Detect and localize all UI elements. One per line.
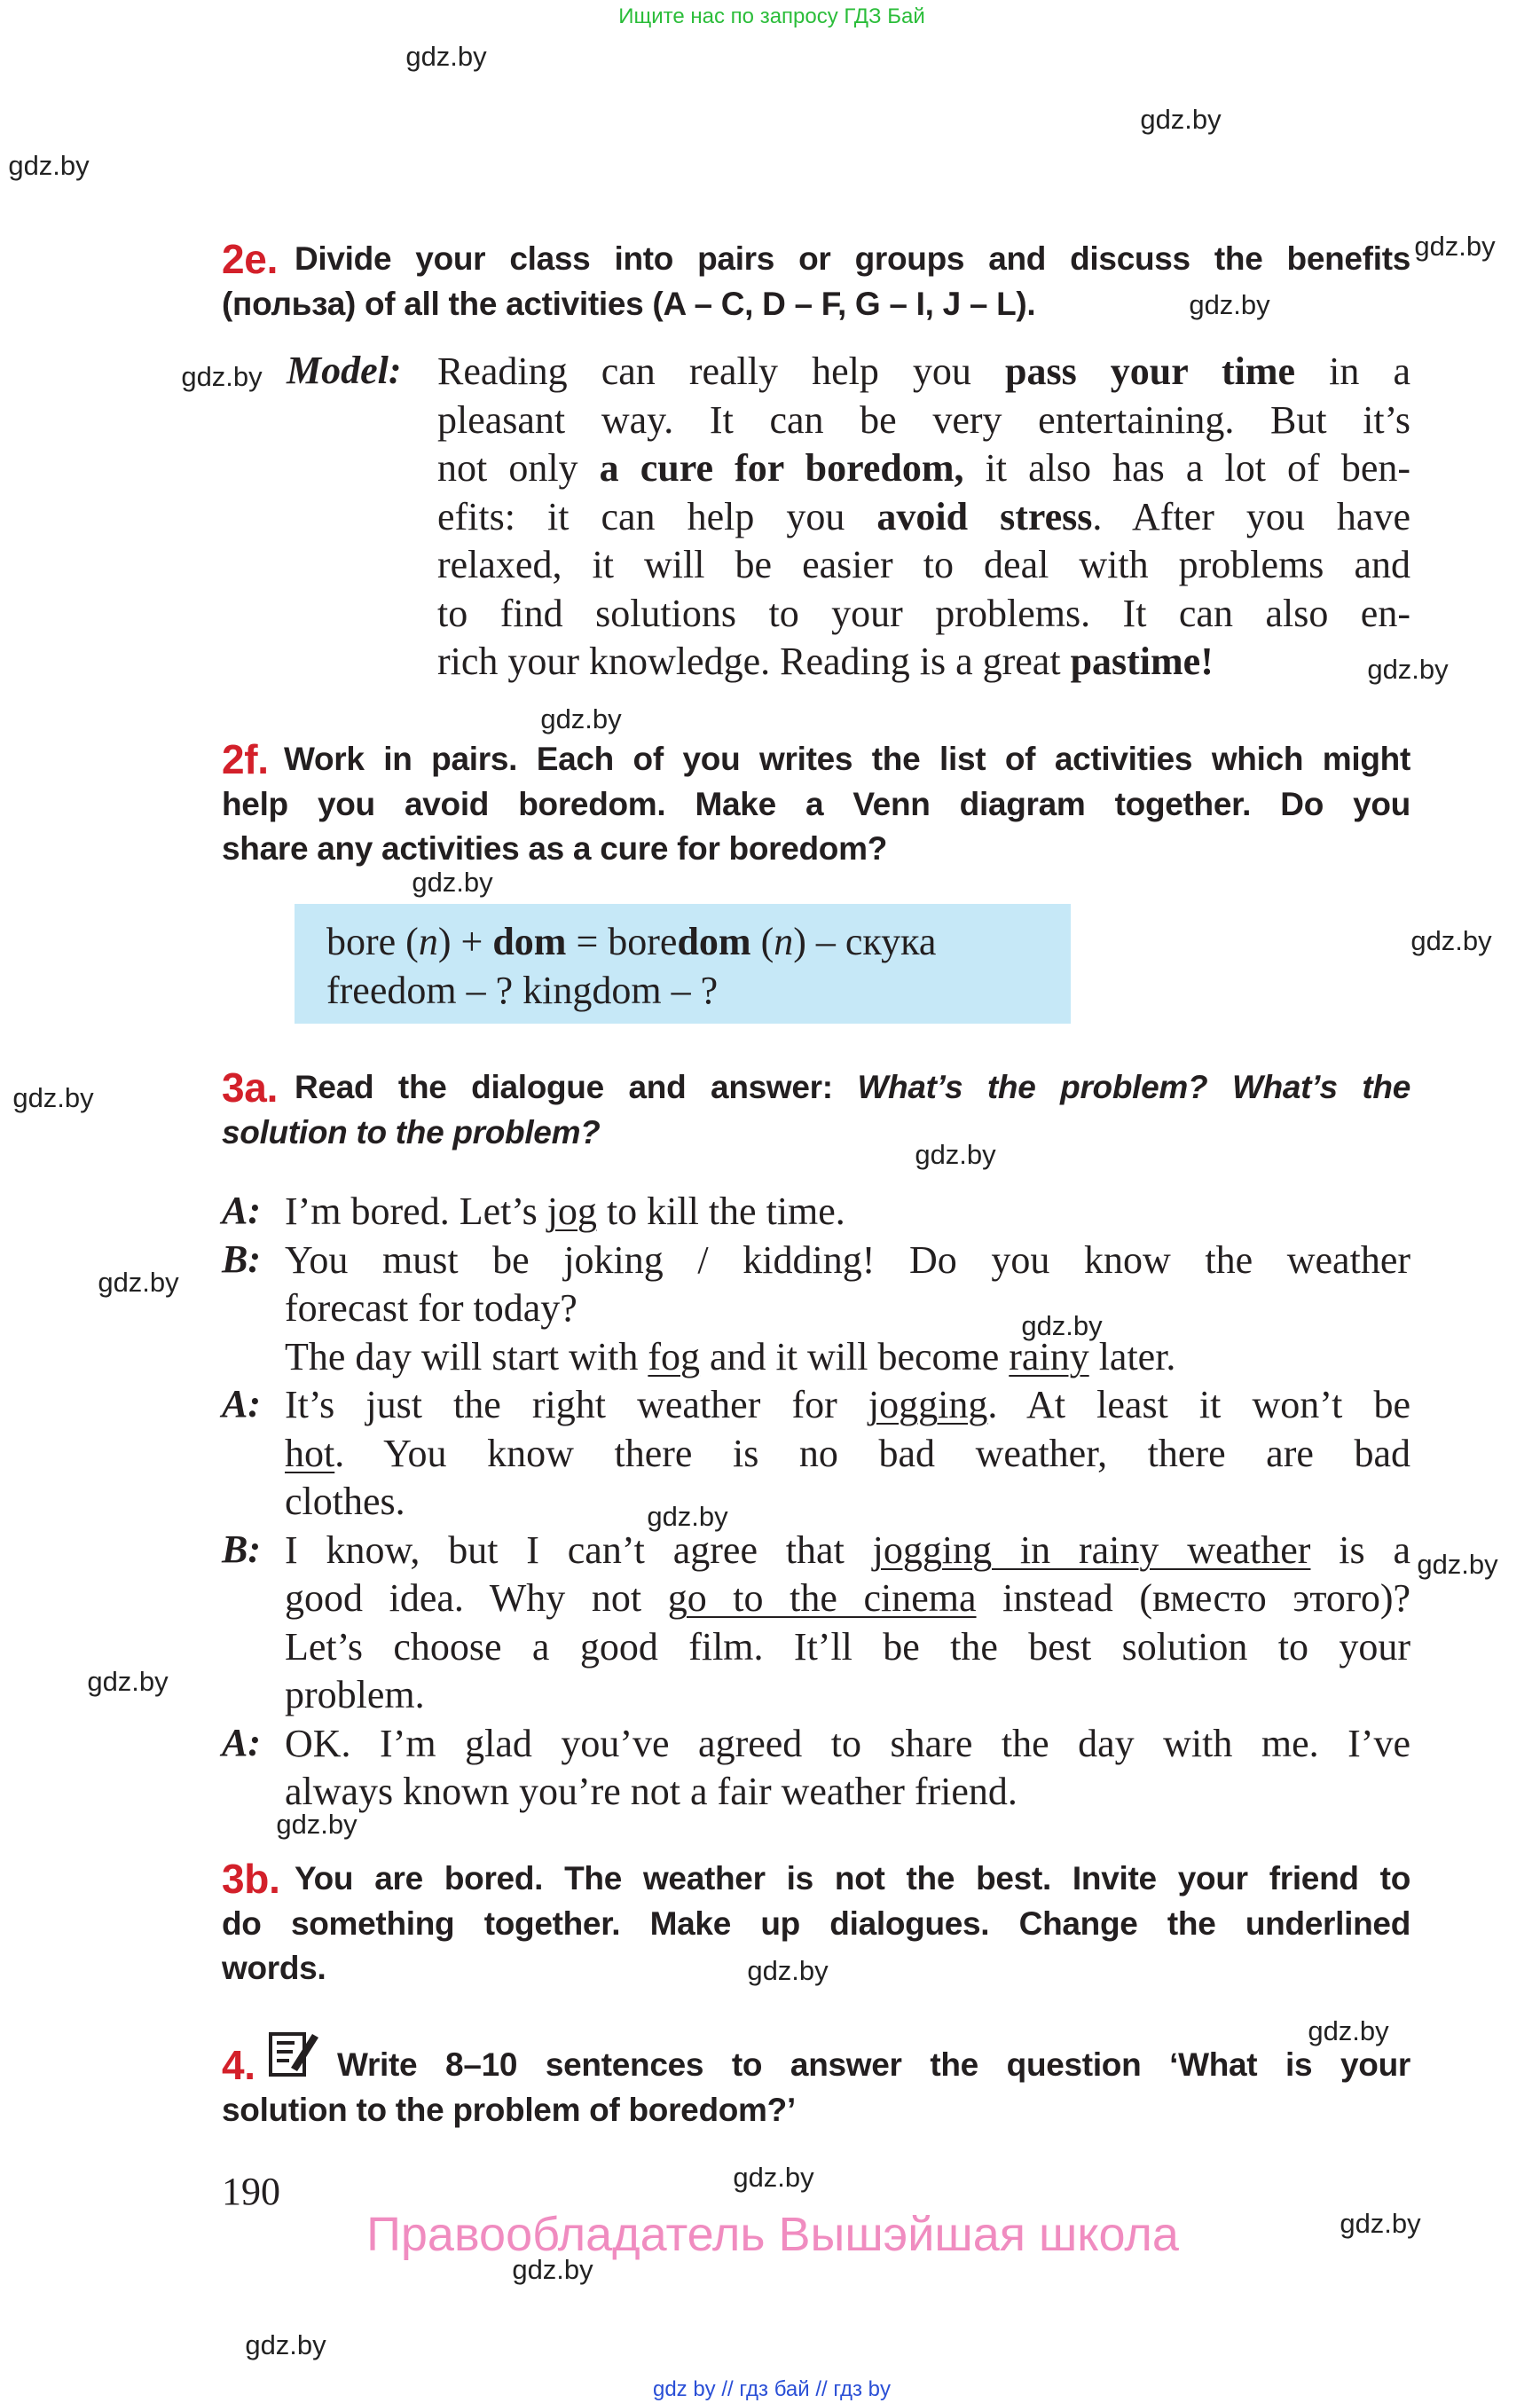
exercise-number: 2f. [222,736,269,782]
text-line [222,1857,1410,1902]
model-label: Model: [287,349,402,392]
text-line [222,2043,1410,2088]
watermark: gdz.by [1417,1549,1498,1580]
text-line [222,237,1410,282]
text-segment: later. [1088,1334,1176,1378]
text-line [285,1671,1410,1720]
watermark: gdz.by [181,361,263,392]
speaker-label: B: [222,1527,261,1571]
text-segment: not only [437,446,600,490]
text-segment: Let’s choose a good film. It’ll be the best solution to your [285,1624,1410,1669]
text-segment: good idea. Why not [285,1576,668,1620]
text-segment: bore ( [326,920,419,963]
speaker-label: A: [222,1189,261,1232]
text-segment: to kill the time. [596,1190,845,1233]
watermark: gdz.by [276,1809,358,1840]
text-segment: . After you have [1092,494,1410,538]
text-line [285,1430,1410,1479]
text-segment: Reading can really help you [437,349,1005,393]
watermark: gdz.by [8,150,90,181]
watermark: gdz.by [1308,2015,1389,2046]
text-segment: solution to the problem? [222,1113,601,1150]
text-line [285,1333,1410,1382]
text-segment: words. [222,1950,326,1986]
bold-phrase: dom [492,920,567,963]
text-segment: it also has a lot of ben- [963,446,1410,490]
model-text [437,348,1410,687]
text-line [285,1188,1410,1237]
text-line [222,1065,1410,1111]
bold-phrase: avoid stress [876,494,1093,538]
watermark: gdz.by [405,41,487,72]
text-line [326,967,1054,1016]
word-formation-text [326,918,1054,1015]
text-line [222,737,1410,782]
text-segment: problem. [285,1673,425,1716]
dialogue-text [285,1188,1410,1817]
top-banner[interactable]: Ищите нас по запросу ГДЗ Бай [618,4,925,28]
text-line [285,1623,1410,1672]
underlined-phrase: go to the cinema [667,1576,977,1620]
exercise-text [222,2043,1410,2132]
watermark: gdz.by [540,703,622,734]
text-segment: share any activities as a cure for boredom? [222,830,888,867]
watermark: gdz.by [245,2329,326,2360]
watermark: gdz.by [1414,231,1496,262]
exercise-4 [222,2043,1410,2132]
text-line [222,2088,1410,2133]
text-segment: n [774,920,794,963]
text-line [222,782,1410,828]
text-segment: clothes. [285,1480,405,1523]
text-segment: = bore [566,920,678,963]
text-segment: You are bored. The weather is not the best. Invite your friend to [295,1860,1410,1896]
text-line [222,1111,1410,1156]
text-segment: What’s the problem? What’s the [857,1069,1410,1105]
text-line [437,397,1410,445]
text-segment: efits: it can help you [437,494,877,538]
speaker-label: A: [222,1720,261,1764]
text-segment: instead (вместо этого)? [976,1576,1410,1620]
text-segment: and it will become [700,1334,1010,1378]
text-line [437,541,1410,590]
bold-phrase: dom [677,920,751,963]
text-segment: forecast for today? [285,1286,578,1330]
text-line [222,1902,1410,1947]
text-segment: The day will start with [285,1334,648,1378]
page-number: 190 [222,2170,280,2213]
text-segment: I know, but I can’t agree that [285,1527,873,1572]
exercise-number: 4. [222,2042,255,2088]
text-line [285,1575,1410,1623]
watermark: gdz.by [1410,925,1492,956]
text-segment: rich your knowledge. Reading is a great [437,640,1071,683]
watermark: gdz.by [512,2254,593,2285]
watermark: gdz.by [915,1139,996,1170]
text-line [222,827,1410,872]
text-segment: It’s just the right weather for [285,1383,868,1426]
watermark: gdz.by [87,1666,169,1697]
bold-phrase: a cure for boredom, [599,446,964,490]
underlined-phrase: rainy [1009,1334,1089,1378]
text-line [326,918,1054,967]
text-line [285,1527,1410,1575]
writing-task-icon [268,2029,325,2078]
text-segment: to find solutions to your problems. It can also en- [437,591,1410,635]
text-line [437,590,1410,639]
text-segment: . You know there is no bad weather, there are bad [334,1431,1410,1475]
text-line [285,1381,1410,1430]
text-segment: help you avoid boredom. Make a Venn diagram together. Do you [222,785,1410,822]
exercise-text [222,1065,1410,1155]
text-line [285,1768,1410,1817]
text-line [437,444,1410,493]
watermark: gdz.by [12,1082,94,1113]
watermark: gdz.by [1140,104,1222,135]
underlined-phrase: jogging [868,1383,988,1426]
text-line [285,1720,1410,1769]
copyright-notice: Правообладатель Вышэйшая школа [366,2208,1179,2261]
text-line [285,1237,1410,1285]
text-line [437,638,1410,687]
text-segment: is a [1310,1527,1410,1572]
text-segment: Work in pairs. Each of you writes the list of activities which might [284,741,1410,777]
text-segment: solution to the problem of boredom?’ [222,2091,796,2128]
footer-links[interactable]: gdz by // гдз бай // гдз by [652,2377,892,2401]
exercise-number: 2e. [222,236,279,282]
watermark: gdz.by [1340,2208,1421,2239]
text-segment: ( [750,920,774,963]
underlined-phrase: fog [648,1334,701,1378]
underlined-phrase: hot [285,1431,335,1475]
exercise-number: 3b. [222,1856,280,1902]
text-segment: always known you’re not a fair weather friend. [285,1770,1018,1813]
bold-phrase: pastime! [1070,640,1214,683]
watermark: gdz.by [1367,654,1449,685]
text-segment: relaxed, it will be easier to deal with problems and [437,543,1410,586]
exercise-number: 3a. [222,1064,279,1111]
watermark: gdz.by [412,867,493,898]
text-segment: (польза) of all the activities (A – C, D – F, G – I, J – L). [222,285,1036,322]
text-segment: Divide your class into pairs or groups and discuss the benefits [295,240,1410,277]
text-segment: Read the dialogue and answer: [295,1069,858,1105]
exercise-2f [222,737,1410,872]
watermark: gdz.by [647,1501,728,1532]
underlined-phrase: jogging in rainy weather [872,1527,1311,1572]
text-segment: ) + [437,920,493,963]
text-segment: do something together. Make up dialogues. Change the underlined [222,1904,1410,1942]
watermark: gdz.by [747,1955,829,1986]
underlined-phrase: jog [546,1190,597,1233]
text-segment: Write 8–10 sentences to answer the question ‘What is your [337,2046,1410,2083]
text-segment: You must be joking / kidding! Do you know the weather [285,1237,1410,1282]
text-segment: in a [1295,349,1410,393]
exercise-text [222,737,1410,872]
watermark: gdz.by [98,1267,179,1298]
speaker-label: B: [222,1237,261,1281]
text-line [437,493,1410,542]
text-line [437,348,1410,397]
speaker-label: A: [222,1382,261,1425]
text-segment: n [418,920,438,963]
watermark: gdz.by [1021,1310,1103,1341]
bold-phrase: pass your time [1004,349,1296,393]
text-segment: . At least it won’t be [987,1383,1410,1426]
text-segment: freedom – ? kingdom – ? [326,968,719,1012]
exercise-3a [222,1065,1410,1155]
text-segment: pleasant way. It can be very entertaining. But it’s [437,397,1410,442]
watermark: gdz.by [733,2162,814,2193]
watermark: gdz.by [1189,289,1270,320]
text-segment: I’m bored. Let’s [285,1190,547,1233]
text-segment: ) – скука [793,920,937,963]
text-line [285,1478,1410,1527]
text-segment: OK. I’m glad you’ve agreed to share the day with me. I’ve [285,1721,1410,1765]
text-line [285,1284,1410,1333]
